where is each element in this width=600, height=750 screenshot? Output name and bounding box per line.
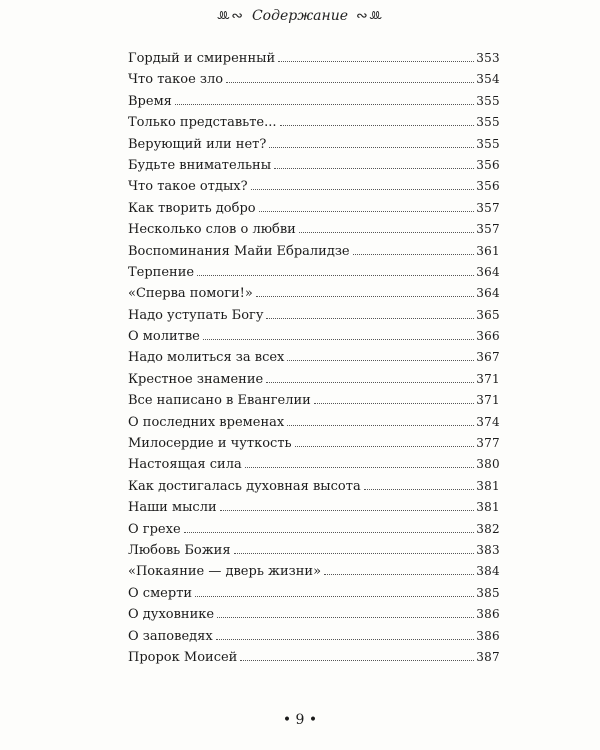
toc-entry bbox=[128, 262, 500, 283]
toc-entry-page: 357 bbox=[476, 200, 500, 215]
toc-entry bbox=[128, 91, 500, 112]
toc-entry-title: Гордый и смиренный bbox=[128, 51, 276, 66]
toc-leader-dots bbox=[195, 596, 474, 597]
toc-leader-dots bbox=[299, 232, 474, 233]
toc-leader-dots bbox=[216, 639, 475, 640]
toc-entry bbox=[128, 326, 500, 347]
toc-leader-dots bbox=[266, 318, 474, 319]
toc-entry bbox=[128, 390, 500, 411]
toc-entry-title: Любовь Божия bbox=[128, 542, 231, 558]
toc-entry-page: 364 bbox=[476, 264, 500, 279]
toc-entry-title: Милосердие и чуткость bbox=[128, 436, 292, 452]
toc-entry bbox=[128, 69, 500, 90]
toc-leader-dots bbox=[259, 211, 475, 212]
toc-entry-page: 356 bbox=[476, 157, 500, 172]
toc-leader-dots bbox=[287, 360, 474, 361]
toc-entry bbox=[128, 454, 500, 475]
page-number: • 9 • bbox=[282, 712, 318, 728]
toc-entry bbox=[128, 561, 500, 582]
toc-entry-page: 353 bbox=[476, 51, 500, 65]
toc-entry-page: 382 bbox=[476, 521, 500, 536]
toc-entry-title: О духовнике bbox=[128, 607, 215, 623]
toc-entry bbox=[128, 519, 500, 540]
toc-entry-title: О грехе bbox=[128, 521, 181, 537]
toc-entry-title: Что такое отдых? bbox=[128, 179, 248, 195]
toc-leader-dots bbox=[197, 275, 474, 276]
toc-entry bbox=[128, 626, 500, 647]
toc-entry bbox=[128, 219, 500, 240]
toc-entry-page: 386 bbox=[476, 607, 500, 622]
toc-entry-page: 356 bbox=[476, 179, 500, 194]
toc-entry bbox=[128, 604, 500, 625]
toc-entry bbox=[128, 476, 500, 497]
toc-entry-page: 354 bbox=[476, 72, 500, 87]
toc-entry-title: Как творить добро bbox=[128, 200, 256, 216]
toc-leader-dots bbox=[278, 61, 474, 62]
toc-entry-title: Терпение bbox=[128, 264, 195, 280]
toc-entry-page: 355 bbox=[476, 115, 500, 130]
toc-entry-title: Пророк Моисей bbox=[128, 649, 238, 665]
toc-entry-page: 386 bbox=[476, 628, 500, 643]
toc-leader-dots bbox=[295, 446, 475, 447]
toc-leader-dots bbox=[240, 660, 474, 661]
toc-leader-dots bbox=[175, 104, 474, 105]
toc-entry bbox=[128, 176, 500, 197]
toc-leader-dots bbox=[364, 489, 474, 490]
toc-entry-page: 364 bbox=[476, 286, 500, 301]
toc-entry-title: О смерти bbox=[128, 585, 193, 601]
toc-entry bbox=[128, 647, 500, 668]
toc-leader-dots bbox=[203, 339, 474, 340]
toc-entry-title: Воспоминания Майи Ебралидзе bbox=[128, 243, 350, 259]
toc-entry-title: Несколько слов о любви bbox=[128, 222, 296, 238]
toc-entry bbox=[128, 347, 500, 368]
toc-entry-page: 380 bbox=[476, 457, 500, 472]
toc-leader-dots bbox=[256, 296, 474, 297]
toc-entry bbox=[128, 198, 500, 219]
toc-leader-dots bbox=[274, 168, 474, 169]
toc-leader-dots bbox=[217, 617, 474, 618]
toc-entry-title: Верующий или нет? bbox=[128, 136, 267, 152]
toc-leader-dots bbox=[234, 553, 475, 554]
toc-entry-title: Все написано в Евангелии bbox=[128, 393, 311, 409]
toc-leader-dots bbox=[314, 403, 474, 404]
toc-entry-title: Только представьте... bbox=[128, 115, 277, 131]
toc-leader-dots bbox=[220, 510, 475, 511]
toc-entry-title: Наши мысли bbox=[128, 500, 217, 516]
running-header bbox=[0, 8, 600, 24]
toc-entry-page: 371 bbox=[476, 393, 500, 408]
toc-entry-title: О заповедях bbox=[128, 628, 213, 644]
toc-entry-title: Будьте внимательны bbox=[128, 157, 272, 173]
toc-entry bbox=[128, 134, 500, 155]
toc-entry bbox=[128, 540, 500, 561]
toc-entry-title: Настоящая сила bbox=[128, 457, 242, 473]
toc-entry-title: Надо молиться за всех bbox=[128, 350, 285, 366]
toc-entry-page: 361 bbox=[476, 243, 500, 258]
toc-entry-page: 367 bbox=[476, 350, 500, 365]
toc-entry-page: 371 bbox=[476, 371, 500, 386]
toc-leader-dots bbox=[251, 189, 475, 190]
toc-entry bbox=[128, 241, 500, 262]
toc-entry-title: О последних временах bbox=[128, 414, 285, 430]
toc-entry-page: 377 bbox=[476, 436, 500, 451]
toc-entry-page: 384 bbox=[476, 564, 500, 579]
toc-leader-dots bbox=[353, 254, 475, 255]
toc-entry-title: Надо уступать Богу bbox=[128, 307, 264, 323]
table-of-contents bbox=[128, 48, 500, 668]
toc-leader-dots bbox=[184, 532, 475, 533]
toc-entry bbox=[128, 433, 500, 454]
toc-leader-dots bbox=[226, 82, 474, 83]
toc-entry-title: Крестное знамение bbox=[128, 371, 264, 387]
toc-leader-dots bbox=[266, 382, 474, 383]
toc-entry-page: 383 bbox=[476, 542, 500, 557]
toc-entry-page: 381 bbox=[476, 500, 500, 515]
toc-leader-dots bbox=[280, 125, 475, 126]
toc-leader-dots bbox=[245, 467, 474, 468]
toc-entry-page: 357 bbox=[476, 222, 500, 237]
toc-entry-page: 355 bbox=[476, 136, 500, 151]
toc-entry-title: Время bbox=[128, 93, 172, 109]
toc-entry bbox=[128, 369, 500, 390]
toc-entry-page: 355 bbox=[476, 93, 500, 108]
toc-leader-dots bbox=[269, 147, 474, 148]
header-title: Содержание bbox=[251, 8, 349, 24]
toc-entry bbox=[128, 497, 500, 518]
toc-entry bbox=[128, 48, 500, 69]
toc-entry-page: 381 bbox=[476, 478, 500, 493]
toc-entry-page: 374 bbox=[476, 414, 500, 429]
right-ornament: ∾ꔛ bbox=[356, 8, 384, 24]
toc-entry-page: 366 bbox=[476, 329, 500, 344]
toc-entry bbox=[128, 583, 500, 604]
toc-entry-page: 365 bbox=[476, 307, 500, 322]
toc-entry-title: «Покаяние — дверь жизни» bbox=[128, 564, 322, 580]
toc-entry bbox=[128, 112, 500, 133]
toc-entry-title: «Сперва помоги!» bbox=[128, 286, 253, 302]
toc-leader-dots bbox=[324, 574, 474, 575]
toc-entry-title: Как достигалась духовная высота bbox=[128, 478, 361, 494]
left-ornament: ꔛ∾ bbox=[216, 8, 244, 24]
toc-entry bbox=[128, 412, 500, 433]
toc-entry-page: 387 bbox=[476, 649, 500, 664]
toc-entry bbox=[128, 155, 500, 176]
toc-entry-page: 385 bbox=[476, 585, 500, 600]
toc-leader-dots bbox=[287, 425, 474, 426]
toc-entry bbox=[128, 283, 500, 304]
toc-entry-title: О молитве bbox=[128, 329, 200, 345]
toc-entry-title: Что такое зло bbox=[128, 72, 224, 88]
toc-entry bbox=[128, 305, 500, 326]
